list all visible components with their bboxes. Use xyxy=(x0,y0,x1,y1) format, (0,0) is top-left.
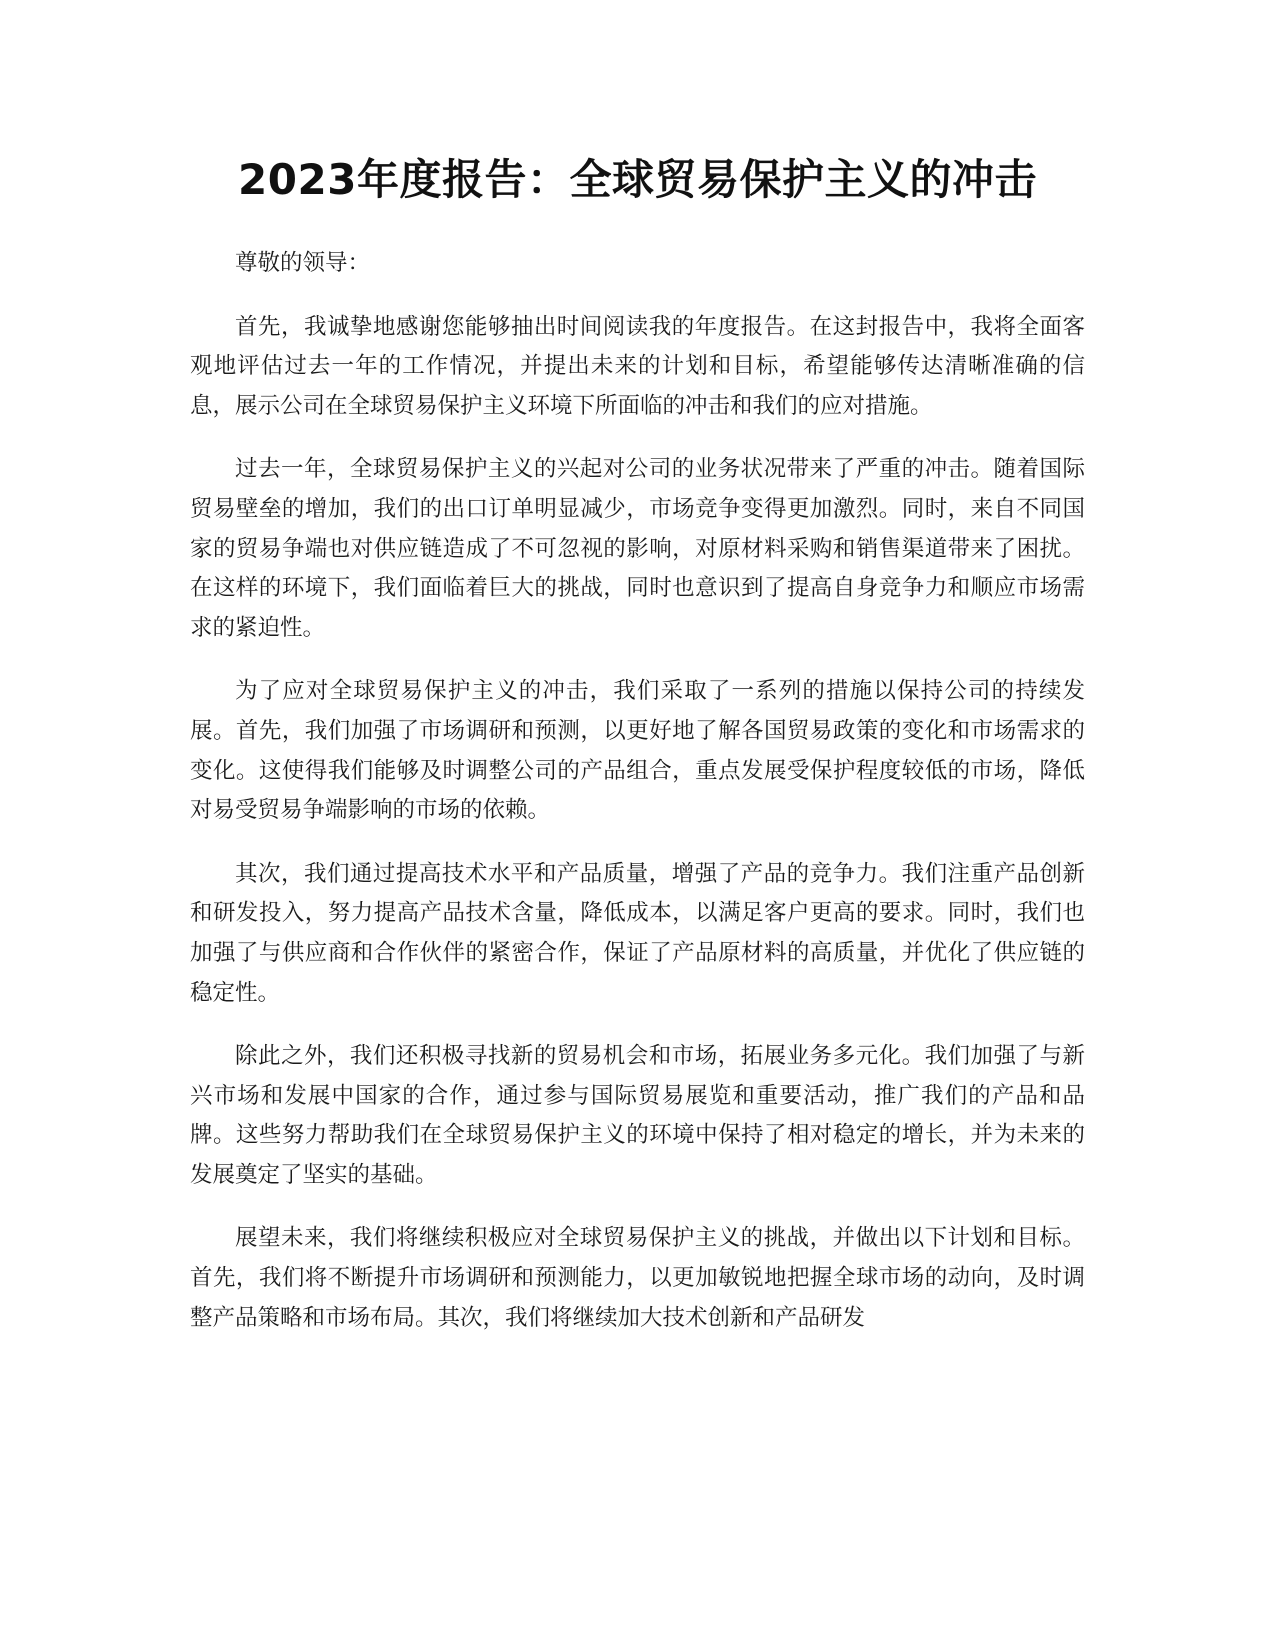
paragraph-diversification: 除此之外，我们还积极寻找新的贸易机会和市场，拓展业务多元化。我们加强了与新兴市场和发展中国家的合作，通过参与国际贸易展览和重要活动，推广我们的产品和品牌。这些努力帮助我们在全球贸易保护主义的环境中保持了相对稳定的增长，并为未来的发展奠定了坚实的基础。 xyxy=(190,1043,1085,1188)
paragraph-technology: 其次，我们通过提高技术水平和产品质量，增强了产品的竞争力。我们注重产品创新和研发投入，努力提高产品技术含量，降低成本，以满足客户更高的要求。同时，我们也加强了与供应商和合作伙伴的紧密合作，保证了产品原材料的高质量，并优化了供应链的稳定性。 xyxy=(190,860,1085,1006)
paragraph-introduction: 首先，我诚挚地感谢您能够抽出时间阅读我的年度报告。在这封报告中，我将全面客观地评估过去一年的工作情况，并提出未来的计划和目标，希望能够传达清晰准确的信息，展示公司在全球贸易保护主义环境下所面临的冲击和我们的应对措施。 xyxy=(190,313,1085,419)
paragraph-impact: 过去一年，全球贸易保护主义的兴起对公司的业务状况带来了严重的冲击。随着国际贸易壁垒的增加，我们的出口订单明显减少，市场竞争变得更加激烈。同时，来自不同国家的贸易争端也对供应链造成了不可忽视的影响，对原材料采购和销售渠道带来了困扰。在这样的环境下，我们面临着巨大的挑战，同时也意识到了提高自身竞争力和顺应市场需求的紧迫性。 xyxy=(190,456,1085,641)
document-title: 2023年度报告：全球贸易保护主义的冲击 xyxy=(238,155,1037,204)
paragraph-measures: 为了应对全球贸易保护主义的冲击，我们采取了一系列的措施以保持公司的持续发展。首先，我们加强了市场调研和预测，以更好地了解各国贸易政策的变化和市场需求的变化。这使得我们能够及时调整公司的产品组合，重点发展受保护程度较低的市场，降低对易受贸易争端影响的市场的依赖。 xyxy=(190,678,1085,824)
paragraph-salutation: 尊敬的领导： xyxy=(235,250,371,276)
document-body xyxy=(190,244,1085,1362)
paragraph-outlook: 展望未来，我们将继续积极应对全球贸易保护主义的挑战，并做出以下计划和目标。首先，我们将不断提升市场调研和预测能力，以更加敏锐地把握全球市场的动向，及时调整产品策略和市场布局。其次，我们将继续加大技术创新和产品研发 xyxy=(190,1225,1085,1331)
